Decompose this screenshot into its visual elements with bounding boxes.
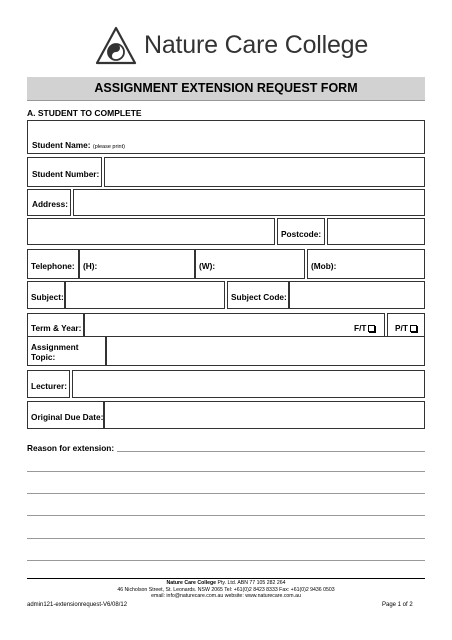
address-label: Address: [32, 199, 68, 209]
due-date-label-cell [27, 401, 104, 429]
reason-line-6[interactable] [27, 560, 425, 561]
student-number-label: Student Number: [32, 169, 100, 179]
student-number-label-cell [27, 157, 102, 187]
assignment-topic-label-cell [27, 336, 106, 366]
subject-code-label: Subject Code: [231, 292, 287, 302]
part-time-cell[interactable] [387, 313, 425, 338]
phone-home-label: (H): [83, 261, 98, 271]
document-reference: admin121-extensionrequest-V6/08/12 [27, 602, 128, 608]
telephone-label: Telephone: [31, 261, 75, 271]
lecturer-input[interactable] [72, 370, 425, 398]
lecturer-label: Lecturer: [31, 381, 67, 391]
brand-name: Nature Care College [144, 31, 369, 59]
reason-line-1[interactable] [117, 451, 425, 452]
full-time-checkbox[interactable] [368, 325, 375, 332]
reason-line-4[interactable] [27, 515, 425, 516]
student-name-field[interactable] [27, 120, 425, 154]
footer-divider [27, 578, 425, 579]
please-print-note: (please print) [92, 144, 125, 150]
assignment-label: Assignment [31, 342, 79, 352]
college-logo [94, 25, 369, 69]
student-name-label: Student Name: [32, 140, 91, 150]
postcode-input[interactable] [327, 218, 425, 245]
subject-code-input[interactable] [289, 281, 425, 309]
reason-label: Reason for extension: [27, 443, 115, 453]
full-time-label: F/T [354, 323, 367, 333]
postcode-label-cell [277, 218, 325, 245]
phone-work-input[interactable] [195, 249, 305, 279]
phone-mobile-label: (Mob): [311, 261, 337, 271]
reason-line-5[interactable] [27, 538, 425, 539]
subject-label: Subject: [31, 292, 64, 302]
part-time-label: P/T [395, 323, 408, 333]
phone-work-label: (W): [199, 261, 216, 271]
form-title: ASSIGNMENT EXTENSION REQUEST FORM [27, 77, 425, 101]
subject-code-label-cell [227, 281, 289, 309]
student-number-input[interactable] [104, 157, 425, 187]
phone-mobile-input[interactable] [307, 249, 425, 279]
assignment-topic-input[interactable] [106, 336, 425, 366]
subject-input[interactable] [65, 281, 225, 309]
footer-address: 46 Nicholson Street, St. Leonards. NSW 2065 Tel: +61(0)2 8423 8333 Fax: +61(0)2 9436 0503 [117, 587, 335, 593]
term-year-input[interactable] [84, 313, 385, 338]
footer-company-details: Pty. Ltd. ABN 77 105 282 264 [216, 580, 286, 586]
phone-home-input[interactable] [79, 249, 195, 279]
subject-label-cell [27, 281, 65, 309]
lecturer-label-cell [27, 370, 70, 398]
reason-line-3[interactable] [27, 493, 425, 494]
footer-contact: email: info@naturecare.com.au website: www.naturecare.com.au [151, 593, 301, 599]
due-date-input[interactable] [104, 401, 425, 429]
part-time-option[interactable] [395, 323, 417, 333]
part-time-checkbox[interactable] [410, 325, 417, 332]
telephone-label-cell [27, 249, 79, 279]
logo-emblem-icon [94, 25, 138, 67]
term-year-label-cell [27, 313, 84, 338]
full-time-option[interactable] [354, 323, 375, 333]
topic-label: Topic: [31, 352, 56, 362]
page-number: Page 1 of 2 [382, 602, 413, 608]
footer-company-name: Nature Care College [166, 580, 217, 586]
address-input[interactable] [73, 189, 425, 216]
due-date-label: Original Due Date: [31, 412, 104, 422]
address-line-2-input[interactable] [27, 218, 275, 245]
term-year-label: Term & Year: [31, 323, 82, 333]
reason-line-2[interactable] [27, 471, 425, 472]
address-label-cell [27, 189, 71, 216]
footer-company-line [27, 580, 425, 587]
postcode-label: Postcode: [281, 229, 322, 239]
section-heading: A. STUDENT TO COMPLETE [27, 108, 142, 118]
